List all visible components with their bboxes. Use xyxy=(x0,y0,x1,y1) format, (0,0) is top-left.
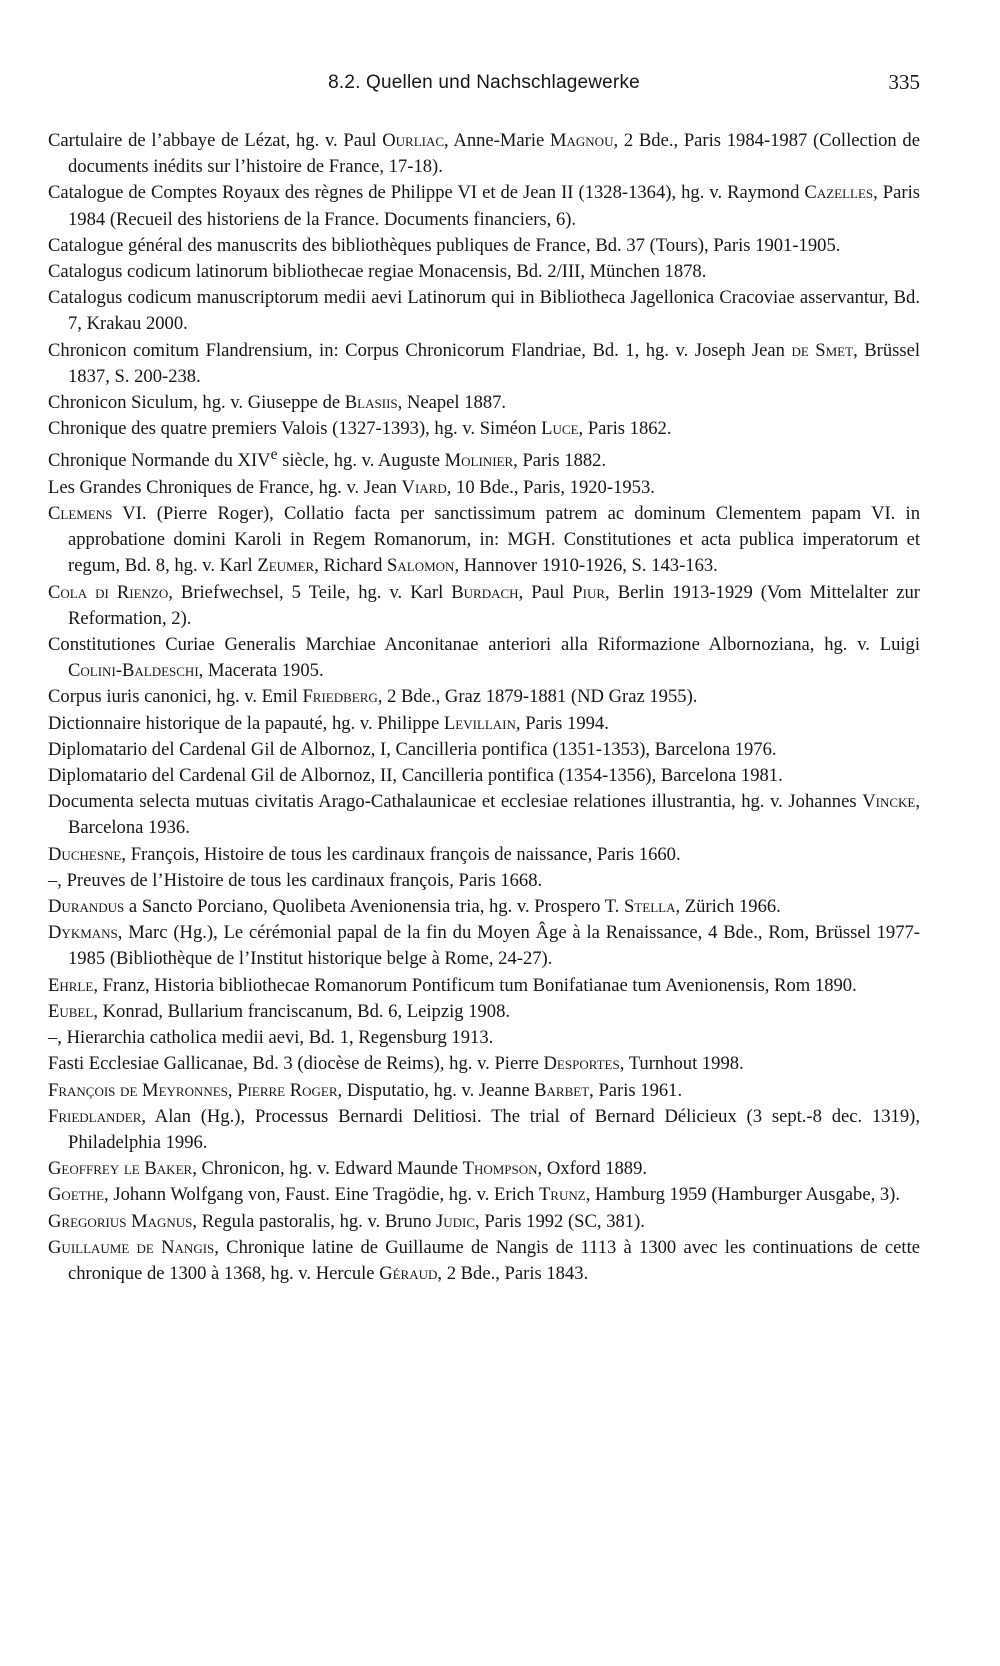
bibliography-entry: Goethe, Johann Wolfgang von, Faust. Eine Tragödie, hg. v. Erich Trunz, Hamburg 1959 (Hamburger Ausgabe, 3). xyxy=(48,1184,901,1206)
bibliography-entry: Corpus iuris canonici, hg. v. Emil Friedberg, 2 Bde., Graz 1879-1881 (ND Graz 1955). xyxy=(48,686,698,708)
bibliography-entry: François de Meyronnes, Pierre Roger, Disputatio, hg. v. Jeanne Barbet, Paris 1961. xyxy=(48,1079,683,1101)
bibliography-entry: Chronique Normande du XIVe siècle, hg. v. Auguste Molinier, Paris 1882. xyxy=(48,446,607,472)
bibliography-entry: Duchesne, François, Histoire de tous les cardinaux françois de naissance, Paris 1660. xyxy=(48,843,681,865)
bibliography-entry: Dictionnaire historique de la papauté, hg. v. Philippe Levillain, Paris 1994. xyxy=(48,712,609,734)
book-page xyxy=(48,66,920,1287)
bibliography-entry: Les Grandes Chroniques de France, hg. v. Jean Viard, 10 Bde., Paris, 1920-1953. xyxy=(48,476,655,498)
bibliography-entry: Fasti Ecclesiae Gallicanae, Bd. 3 (diocèse de Reims), hg. v. Pierre Desportes, Turnhout 1998. xyxy=(48,1053,744,1075)
bibliography-entry: Chronique des quatre premiers Valois (1327-1393), hg. v. Siméon Luce, Paris 1862. xyxy=(48,418,672,440)
bibliography-entry: Catalogue général des manuscrits des bibliothèques publiques de France, Bd. 37 (Tours), Paris 1901-1905. xyxy=(48,234,841,256)
section-title: 8.2. Quellen und Nachschlagewerke xyxy=(328,72,640,93)
bibliography-entry: Geoffrey le Baker, Chronicon, hg. v. Edward Maunde Thompson, Oxford 1889. xyxy=(48,1158,648,1180)
bibliography-entry: Catalogus codicum manuscriptorum medii aevi Latinorum qui in Bibliotheca Jagellonica Cracoviae asservantur, Bd. 7, Krakau 2000. xyxy=(48,287,920,335)
bibliography-entry: Documenta selecta mutuas civitatis Arago-Cathalaunicae et ecclesiae relationes illustrantia, hg. v. Johannes Vincke, Barcelona 1936. xyxy=(48,791,920,839)
bibliography-entry: Eubel, Konrad, Bullarium franciscanum, Bd. 6, Leipzig 1908. xyxy=(48,1000,511,1022)
bibliography-entry: –, Hierarchia catholica medii aevi, Bd. 1, Regensburg 1913. xyxy=(48,1027,494,1049)
bibliography-entry: Catalogus codicum latinorum bibliothecae regiae Monacensis, Bd. 2/III, München 1878. xyxy=(48,261,707,283)
bibliography-entry: Clemens VI. (Pierre Roger), Collatio facta per sanctissimum patrem ac dominum Clementem papam VI. in approbatione domini Karoli in Regem Romanorum, in: MGH. Constitutiones et acta publica imperatorum et regum, Bd. 8, hg. v. Karl Zeumer, Richard Salomon, Hannover 1910-1926, S. 143-163. xyxy=(48,503,920,577)
bibliography-entry: Gregorius Magnus, Regula pastoralis, hg. v. Bruno Judic, Paris 1992 (SC, 381). xyxy=(48,1210,645,1232)
page-number: 335 xyxy=(888,70,920,94)
bibliography-entry: Chronicon comitum Flandrensium, in: Corpus Chronicorum Flandriae, Bd. 1, hg. v. Joseph Jean de Smet, Brüssel 1837, S. 200-238. xyxy=(48,339,921,387)
running-header xyxy=(48,66,920,108)
bibliography-entry: Durandus a Sancto Porciano, Quolibeta Avenionensia tria, hg. v. Prospero T. Stella, Zürich 1966. xyxy=(48,896,781,918)
bibliography-entry: Constitutiones Curiae Generalis Marchiae Anconitanae anteriori alla Riformazione Albornoziana, hg. v. Luigi Colini-Baldeschi, Macerata 1905. xyxy=(48,634,920,682)
bibliography-entry: Dykmans, Marc (Hg.), Le cérémonial papal de la fin du Moyen Âge à la Renaissance, 4 Bde., Rom, Brüssel 1977-1985 (Bibliothèque de l’Institut historique belge à Rome, 24-27). xyxy=(48,922,920,970)
bibliography-entry: Guillaume de Nangis, Chronique latine de Guillaume de Nangis de 1113 à 1300 avec les continuations de cette chronique de 1300 à 1368, hg. v. Hercule Géraud, 2 Bde., Paris 1843. xyxy=(48,1236,920,1284)
bibliography-entry: Diplomatario del Cardenal Gil de Albornoz, II, Cancilleria pontifica (1354-1356), Barcelona 1981. xyxy=(48,765,783,787)
bibliography-entry: Diplomatario del Cardenal Gil de Albornoz, I, Cancilleria pontifica (1351-1353), Barcelona 1976. xyxy=(48,738,777,760)
bibliography-entry: Cartulaire de l’abbaye de Lézat, hg. v. Paul Ourliac, Anne-Marie Magnou, 2 Bde., Paris 1984-1987 (Collection de documents inédits sur l’histoire de France, 17-18). xyxy=(48,130,920,178)
bibliography-entry: Friedlander, Alan (Hg.), Processus Bernardi Delitiosi. The trial of Bernard Délicieux (3 sept.-8 dec. 1319), Philadelphia 1996. xyxy=(48,1105,920,1153)
bibliography-list xyxy=(48,128,920,1287)
bibliography-entry: Ehrle, Franz, Historia bibliothecae Romanorum Pontificum tum Bonifatianae tum Avenionensis, Rom 1890. xyxy=(48,974,857,996)
bibliography-entry: Chronicon Siculum, hg. v. Giuseppe de Blasiis, Neapel 1887. xyxy=(48,392,507,414)
bibliography-entry: –, Preuves de l’Histoire de tous les cardinaux françois, Paris 1668. xyxy=(48,869,543,891)
bibliography-entry: Cola di Rienzo, Briefwechsel, 5 Teile, hg. v. Karl Burdach, Paul Piur, Berlin 1913-1929 (Vom Mittelalter zur Reformation, 2). xyxy=(48,581,920,629)
bibliography-entry: Catalogue de Comptes Royaux des règnes de Philippe VI et de Jean II (1328-1364), hg. v. Raymond Cazelles, Paris 1984 (Recueil des historiens de la France. Documents financiers, 6). xyxy=(48,182,920,230)
